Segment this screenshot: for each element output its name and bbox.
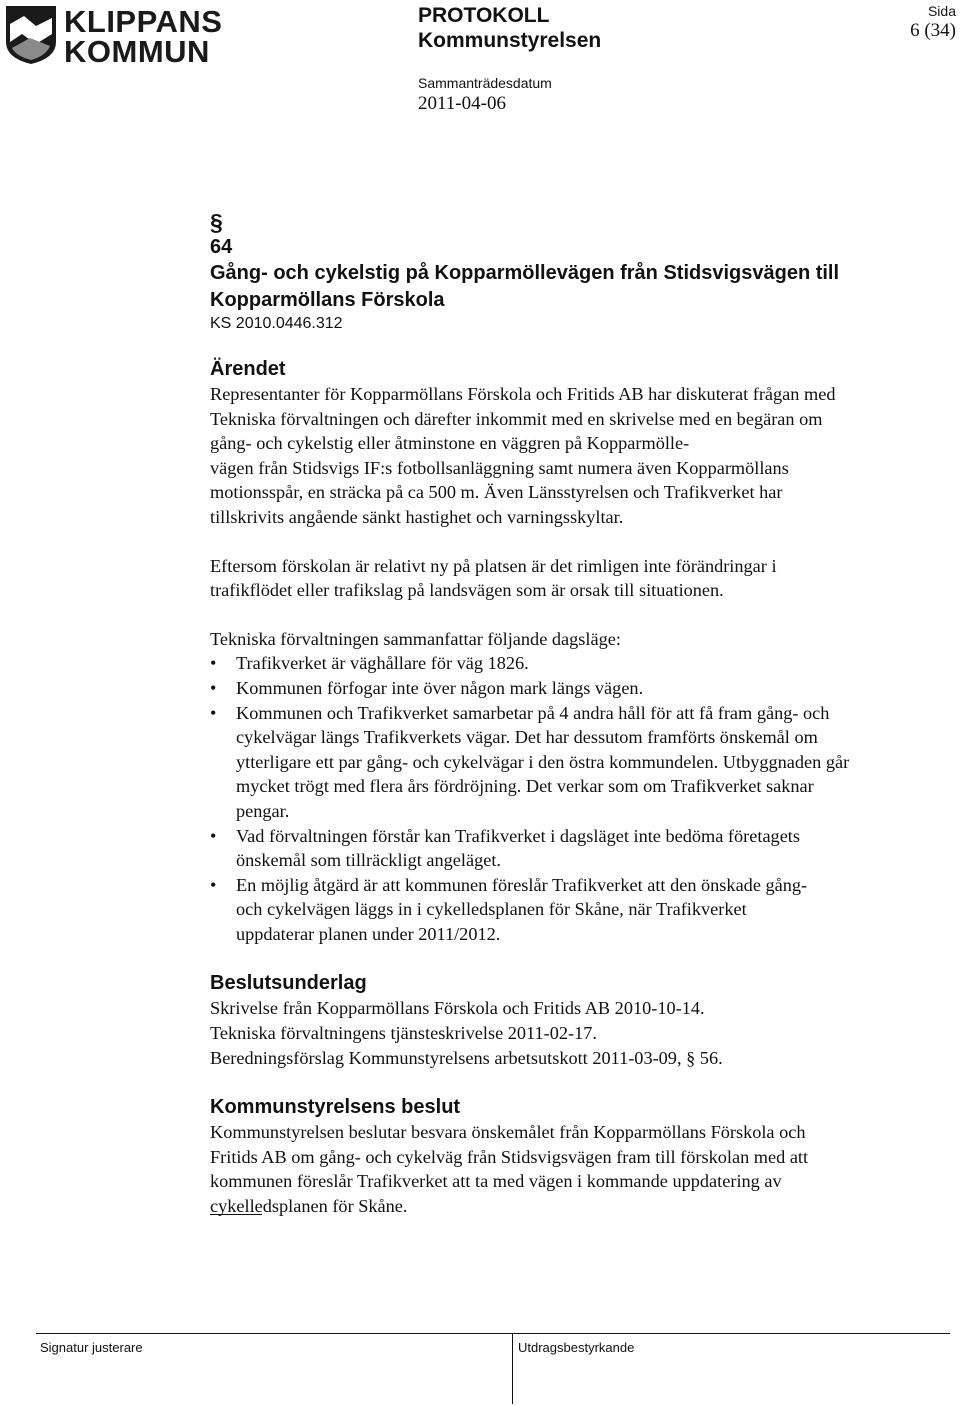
municipality-logo (2, 4, 223, 70)
bullet-icon: • (210, 874, 217, 895)
footer-divider (36, 1333, 950, 1334)
heading-arendet: Ärendet (210, 358, 286, 380)
text-line: uppdaterar planen under 2011/2012. (236, 923, 501, 944)
text-line: Kommunen förfogar inte över någon mark längs vägen. (236, 677, 644, 698)
text-line: pengar. (236, 800, 290, 821)
text-line: Fritids AB om gång- och cykelväg från Stidsvigsvägen fram till förskolan med att (210, 1146, 809, 1167)
case-title-line: Kopparmöllans Förskola (210, 289, 445, 311)
case-id: KS 2010.0446.312 (210, 315, 343, 332)
logo-emblem-icon (2, 4, 60, 66)
meeting-date: 2011-04-06 (418, 93, 506, 114)
bullet-icon: • (210, 825, 217, 846)
committee-name: Kommunstyrelsen (418, 29, 602, 52)
text-line: cykelvägar längs Trafikverkets vägar. Det har dessutom framförts önskemål om (236, 727, 818, 748)
text-line: Tekniska förvaltningens tjänsteskrivelse 2011-02-17. (210, 1023, 597, 1044)
text-line: kommunen föreslår Trafikverket att ta med vägen i kommande uppdatering av (210, 1171, 782, 1192)
beslutsunderlag-list (210, 996, 955, 1070)
text-line: Skrivelse från Kopparmöllans Förskola och Fritids AB 2010-10-14. (210, 998, 705, 1019)
bullet-icon: • (210, 677, 217, 698)
bullet-icon: • (210, 702, 217, 723)
case-title (210, 260, 955, 314)
heading-beslut: Kommunstyrelsens beslut (210, 1096, 461, 1119)
meeting-date-label: Sammanträdesdatum (418, 75, 552, 91)
bullet-icon: • (210, 653, 217, 674)
arendet-paragraph-2 (210, 554, 955, 603)
text-line: Kommunen och Trafikverket samarbetar på 4 andra håll för att få fram gång- och (236, 702, 830, 723)
section-symbol: § (210, 209, 223, 235)
text-line: ytterligare ett par gång- och cykelvägar i den östra kommundelen. Utbyggnaden går (236, 751, 850, 772)
text-line: och cykelvägen läggs in i cykelledsplanen för Skåne, när Trafikverket (236, 899, 747, 920)
certification-label: Utdragsbestyrkande (518, 1340, 635, 1355)
protocol-section (210, 210, 955, 1219)
text-line: Beredningsförslag Kommunstyrelsens arbetsutskott 2011-03-09, § 56. (210, 1047, 723, 1068)
text-line: Representanter för Kopparmöllans Förskola och Fritids AB har diskuterat frågan med (210, 384, 836, 404)
arendet-paragraph-3-intro: Tekniska förvaltningen sammanfattar följande dagsläge: (210, 628, 621, 649)
list-item (210, 701, 955, 824)
text-line: önskemål som tillräckligt angeläget. (236, 850, 502, 871)
text-line: Vad förvaltningen förstår kan Trafikverket i dagsläget inte bedöma företagets (236, 825, 801, 846)
text-line: Kommunstyrelsen beslutar besvara önskemålet från Kopparmöllans Förskola och (210, 1122, 806, 1143)
section-number-row (210, 210, 955, 260)
text-line: motionsspår, en sträcka på ca 500 m. Även Länsstyrelsen och Trafikverket har (210, 482, 783, 503)
text-line: En möjlig åtgärd är att kommunen föreslår Trafikverket att den önskade gång- (236, 874, 808, 895)
logo-text-line1: KLIPPANS (64, 4, 223, 39)
text-line: Eftersom förskolan är relativt ny på platsen är det rimligen inte förändringar i (210, 555, 777, 576)
text-line: Tekniska förvaltningen och därefter inkommit med en skrivelse med en begäran om (210, 408, 823, 429)
status-bullet-list (210, 651, 955, 946)
list-item (210, 824, 955, 873)
heading-beslutsunderlag: Beslutsunderlag (210, 972, 367, 995)
list-item (210, 873, 955, 947)
text-line: vägen från Stidsvigs IF:s fotbollsanläggning samt numera även Kopparmöllans (210, 457, 789, 478)
list-item (210, 651, 955, 676)
arendet-paragraph-1 (210, 382, 955, 530)
page-number: 6 (34) (910, 20, 956, 41)
section-end-divider (210, 1214, 262, 1215)
signature-label: Signatur justerare (40, 1340, 143, 1355)
text-line: gång- och cykelstig eller åtminstone en väggren på Kopparmölle- (210, 433, 690, 454)
text-line: mycket trögt med flera års fördröjning. Det verkar som om Trafikverket saknar (236, 776, 814, 797)
page-label: Sida (927, 3, 956, 19)
text-line: trafikflödet eller trafikslag på landsvägen som är orsak till situationen. (210, 580, 724, 601)
document-type: PROTOKOLL (418, 4, 550, 27)
section-number: 64 (210, 236, 233, 258)
beslut-paragraph (210, 1120, 955, 1218)
list-item (210, 676, 955, 701)
text-line: tillskrivits angående sänkt hastighet och varningsskyltar. (210, 506, 624, 527)
logo-text-line2: KOMMUN (64, 34, 210, 69)
case-title-line: Gång- och cykelstig på Kopparmöllevägen från Stidsvigsvägen till (210, 262, 840, 284)
text-line: cykelledsplanen för Skåne. (210, 1196, 408, 1217)
text-line: Trafikverket är väghållare för väg 1826. (236, 653, 529, 674)
footer-column-divider (512, 1334, 513, 1404)
